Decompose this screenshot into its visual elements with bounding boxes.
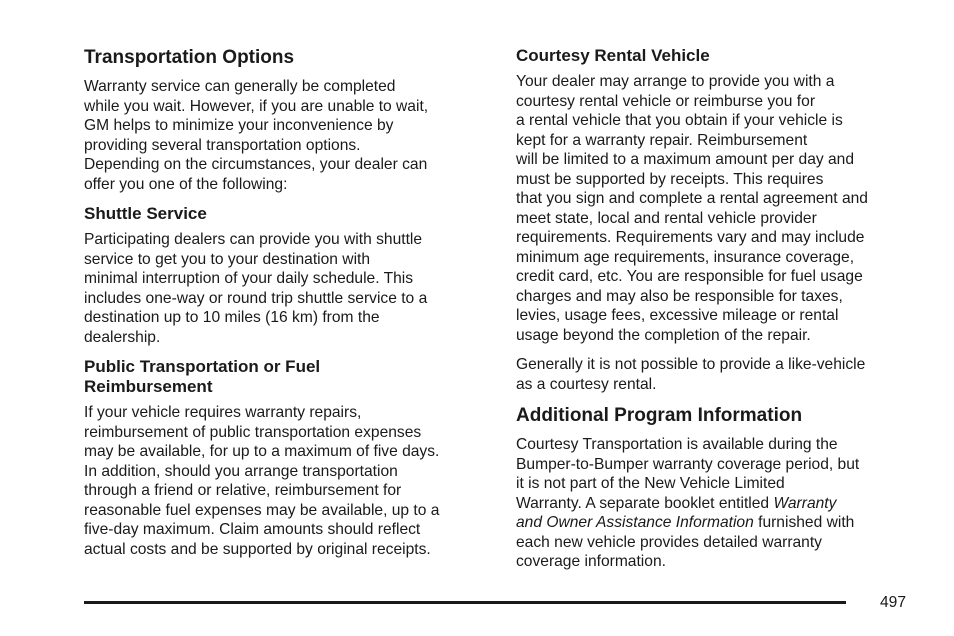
text-line: destination up to 10 miles (16 km) from the <box>84 309 380 326</box>
text-line: service to get you to your destination with <box>84 250 371 268</box>
footer-rule <box>84 601 846 604</box>
shuttle-service-paragraph <box>84 230 494 347</box>
text-line: reasonable fuel expenses may be available, up to a <box>84 501 440 519</box>
text-line: Bumper-to-Bumper warranty coverage period, but <box>516 455 860 473</box>
text-line: while you wait. However, if you are unable to wait, <box>84 97 429 115</box>
text-line: meet state, local and rental vehicle provider <box>516 209 817 227</box>
public-transportation-paragraph <box>84 403 494 559</box>
text-line: offer you one of the following: <box>84 175 288 193</box>
text-line: coverage information. <box>516 553 666 570</box>
transportation-options-paragraph <box>84 77 494 194</box>
text-line: includes one-way or round trip shuttle service to a <box>84 289 428 307</box>
heading-line: Reimbursement <box>84 377 213 396</box>
text-line: credit card, etc. You are responsible for fuel usage <box>516 268 863 285</box>
text-line: as a courtesy rental. <box>516 375 657 393</box>
text-line: minimum age requirements, insurance coverage, <box>516 248 855 266</box>
like-vehicle-paragraph <box>516 355 926 394</box>
courtesy-rental-heading: Courtesy Rental Vehicle <box>516 46 710 65</box>
courtesy-rental-paragraph <box>516 72 926 345</box>
right-column <box>516 46 926 582</box>
additional-program-paragraph <box>516 435 926 572</box>
text-line: Courtesy Transportation is available during the <box>516 436 838 453</box>
text-line: charges and may also be responsible for taxes, <box>516 287 843 305</box>
text-line: through a friend or relative, reimbursement for <box>84 482 402 499</box>
text-line: reimbursement of public transportation expenses <box>84 423 422 441</box>
text-line: Depending on the circumstances, your dealer can <box>84 156 428 173</box>
text-line: each new vehicle provides detailed warranty <box>516 533 822 551</box>
text-line: must be supported by receipts. This requires <box>516 170 824 188</box>
text-line: courtesy rental vehicle or reimburse you for <box>516 92 816 110</box>
transportation-options-heading: Transportation Options <box>84 47 295 68</box>
text-line: providing several transportation options. <box>84 136 361 154</box>
text-line: minimal interruption of your daily schedule. This <box>84 270 414 287</box>
public-transportation-heading <box>84 357 494 397</box>
text-line: Warranty service can generally be completed <box>84 78 396 95</box>
booklet-title-italic: and Owner Assistance Information <box>516 514 754 531</box>
text-line <box>516 513 926 533</box>
page-number: 497 <box>880 594 907 611</box>
left-column <box>84 46 494 569</box>
text-line <box>516 494 926 514</box>
text-line: dealership. <box>84 328 161 346</box>
heading-line: Public Transportation or Fuel <box>84 357 321 376</box>
text-line: that you sign and complete a rental agreement and <box>516 190 868 207</box>
text-line: Your dealer may arrange to provide you with a <box>516 73 835 90</box>
text-line: In addition, should you arrange transportation <box>84 462 398 480</box>
text-line: a rental vehicle that you obtain if your vehicle is <box>516 112 843 129</box>
shuttle-service-heading: Shuttle Service <box>84 204 207 223</box>
text-line: usage beyond the completion of the repair. <box>516 326 811 344</box>
text-line: levies, usage fees, excessive mileage or rental <box>516 307 839 324</box>
text-line: actual costs and be supported by original receipts. <box>84 540 431 558</box>
additional-program-heading: Additional Program Information <box>516 405 803 426</box>
text-span: Warranty. A separate booklet entitled <box>516 494 774 512</box>
text-line: requirements. Requirements vary and may include <box>516 229 865 246</box>
text-line: may be available, for up to a maximum of five days. <box>84 443 440 460</box>
text-line: If your vehicle requires warranty repairs, <box>84 404 362 421</box>
text-line: Generally it is not possible to provide a like-vehicle <box>516 356 866 373</box>
text-line: it is not part of the New Vehicle Limited <box>516 475 785 492</box>
text-line: GM helps to minimize your inconvenience by <box>84 117 394 134</box>
text-line: five-day maximum. Claim amounts should reflect <box>84 521 421 538</box>
booklet-title-italic: Warranty <box>773 494 837 512</box>
text-line: kept for a warranty repair. Reimbursement <box>516 131 808 149</box>
text-line: will be limited to a maximum amount per day and <box>516 151 855 168</box>
text-span: furnished with <box>753 514 855 531</box>
text-line: Participating dealers can provide you with shuttle <box>84 231 423 248</box>
